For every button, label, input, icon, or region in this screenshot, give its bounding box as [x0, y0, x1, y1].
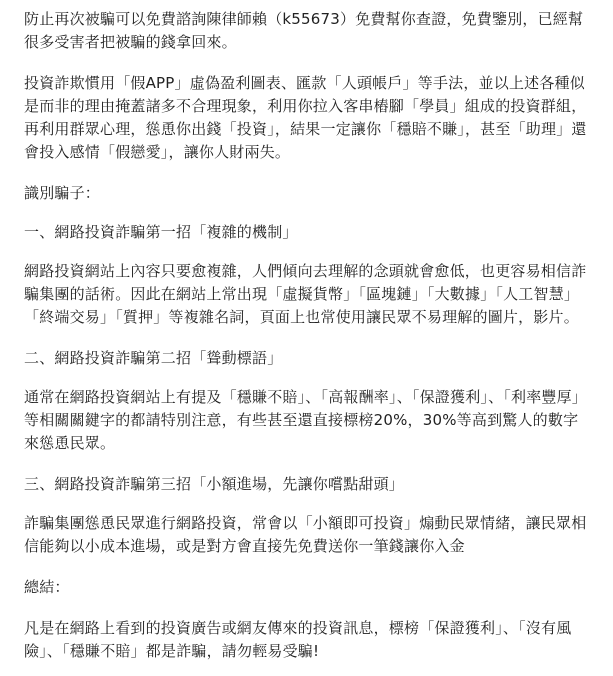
summary-heading: 總結： — [24, 578, 70, 596]
spacer — [24, 599, 593, 617]
spacer — [24, 205, 593, 221]
spacer — [24, 558, 593, 576]
tactic-one-heading: 一、網路投資詐騙第一招「複雜的機制」 — [24, 223, 298, 241]
fraud-methods-paragraph: 投資詐欺慣用「假APP」虛偽盈利圖表、匯款「人頭帳戶」等手法，並以上述各種似是而非的理由掩蓋諸多不合理現象，利用你拉入客串樁腳「學員」組成的投資群組，再利用群眾心理，慫恿你出錢「投資」，結果一定讓你「穩賠不賺」，甚至「助理」還會投入感情「假戀愛」，讓你人財兩失。 — [24, 74, 587, 161]
tactic-three-heading: 三、網路投資詐騙第三招「小額進場，先讓你嚐點甜頭」 — [24, 475, 405, 493]
spacer — [24, 496, 593, 512]
spacer — [24, 164, 593, 182]
spacer — [24, 455, 593, 473]
spacer — [24, 54, 593, 72]
tactic-three-paragraph: 詐騙集團慫恿民眾進行網路投資，常會以「小額即可投資」煽動民眾情緒，讓民眾相信能夠以小成本進場，或是對方會直接先免費送你一筆錢讓你入金 — [24, 514, 587, 555]
tactic-two-paragraph: 通常在網路投資網站上有提及「穩賺不賠」、「高報酬率」、「保證獲利」、「利率豐厚」等相關關鍵字的都請特別注意，有些甚至還直接標榜20%，30%等高到驚人的數字來慫恿民眾。 — [24, 388, 588, 452]
spacer — [24, 370, 593, 386]
tactic-two-heading: 二、網路投資詐騙第二招「聳動標語」 — [24, 349, 283, 367]
summary-paragraph: 凡是在網路上看到的投資廣告或網友傳來的投資訊息，標榜「保證獲利」、「沒有風險」、「穩賺不賠」都是詐騙，請勿輕易受騙! — [24, 619, 572, 660]
spacer — [24, 244, 593, 260]
identify-scammer-heading: 識別騙子： — [24, 184, 101, 202]
intro-paragraph: 防止再次被騙可以免費諮詢陳律師賴（k55673）免費幫你查證，免費鑒別，已經幫很多受害者把被騙的錢拿回來。 — [24, 10, 584, 51]
spacer — [24, 329, 593, 347]
tactic-one-paragraph: 網路投資網站上內容只要愈複雜，人們傾向去理解的念頭就會愈低，也更容易相信詐騙集團的話術。因此在網站上常出現「虛擬貨幣」「區塊鏈」「大數據」「人工智慧」「終端交易」「質押」等複雜名詞，頁面上也常使用讓民眾不易理解的圖片，影片。 — [24, 262, 587, 326]
